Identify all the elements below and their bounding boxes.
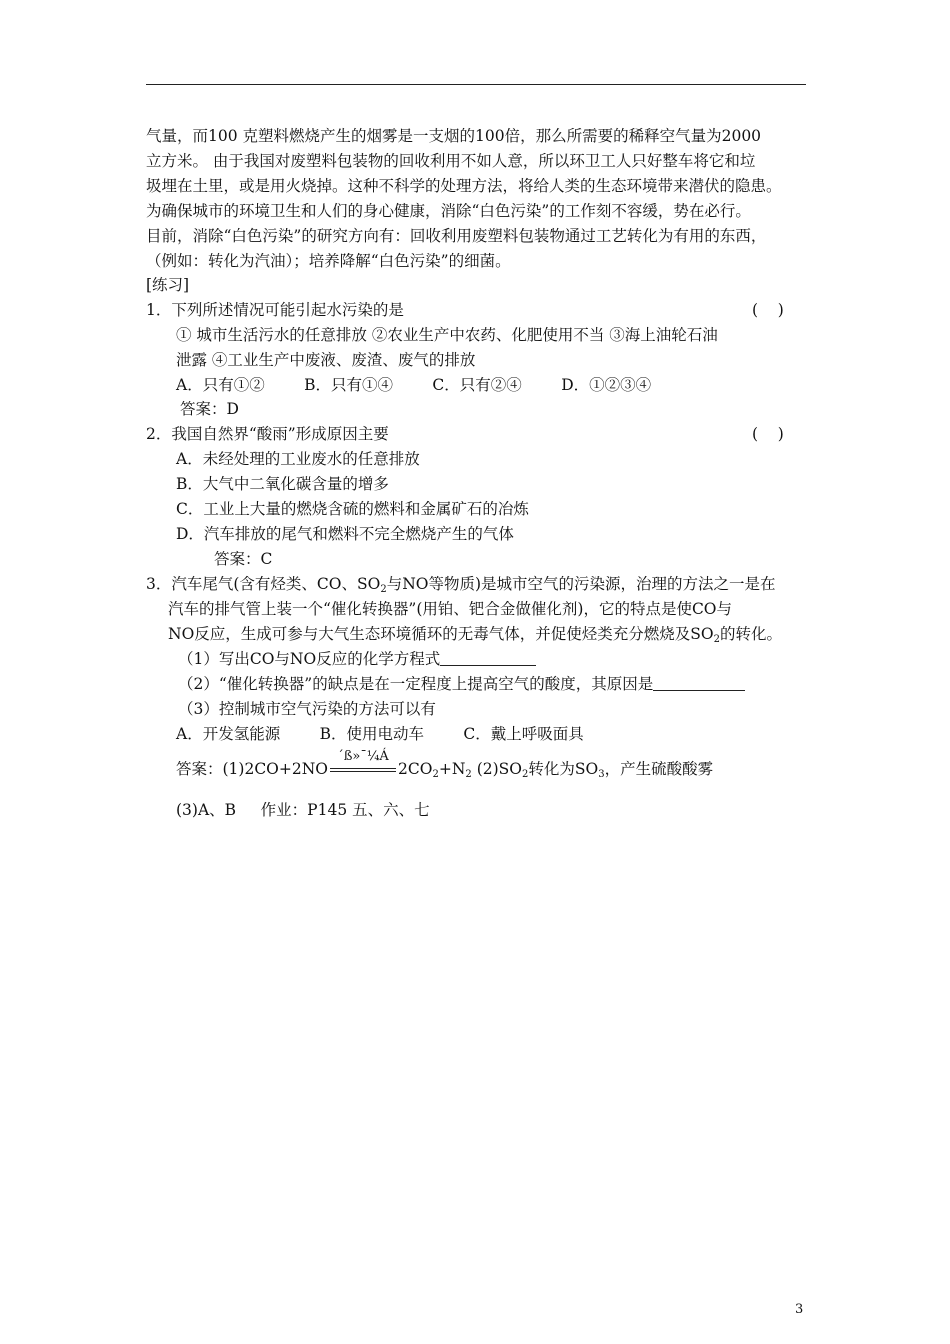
q3-sub-question-2: [178, 673, 745, 695]
q3-answer-product-co: 2CO: [398, 760, 433, 778]
q3-stem-line-2: 汽车的排气管上装一个“催化转换器”(用铂、钯合金做催化剂)，它的特点是使CO与: [168, 600, 733, 618]
header-rule: [146, 84, 806, 85]
paragraph-line-3: 圾埋在土里，或是用火烧掉。这种不科学的处理方法，将给人类的生态环境带来潜伏的隐患。: [146, 177, 782, 195]
q3-stem-line-3b: 的转化。: [719, 625, 782, 643]
q3-stem-line-3: [168, 623, 782, 651]
q3-answer-line-2: (3)A、B 作业：P145 五、六、七: [176, 801, 430, 819]
q1-item-line-1: ① 城市生活污水的任意排放 ②农业生产中农药、化肥使用不当 ③海上油轮石油: [176, 326, 718, 344]
q3-answer-part2-end: ，产生硫酸酸雾: [604, 760, 714, 778]
q1-answer: 答案：D: [180, 400, 239, 418]
subscript-3: 3: [598, 769, 605, 780]
reaction-arrow-equals: [330, 749, 396, 780]
subscript-2: 2: [465, 769, 472, 780]
paragraph-line-6: （例如：转化为汽油）；培养降解“白色污染”的细菌。: [146, 252, 511, 270]
q2-option-b: B．大气中二氧化碳含量的增多: [176, 475, 389, 493]
q1-answer-parentheses: ( ): [752, 301, 784, 319]
q1-options: A．只有①② B．只有①④ C．只有②④ D．①②③④: [176, 376, 652, 394]
q3-options: A．开发氢能源 B．使用电动车 C．戴上呼吸面具: [176, 725, 584, 743]
paragraph-line-2: 立方米。 由于我国对废塑料包装物的回收利用不如人意，所以环卫工人只好整车将它和垃: [146, 152, 756, 170]
q1-item-line-2: 泄露 ④工业生产中废液、废渣、废气的排放: [176, 351, 476, 369]
reaction-condition: ´ß»¯¼Á: [337, 749, 389, 764]
q3-answer-line-1: [176, 749, 714, 786]
q3-sub-question-3: （3）控制城市空气污染的方法可以有: [178, 700, 436, 718]
answer-blank-1[interactable]: [440, 649, 536, 666]
q3-sub2-text: （2）“催化转换器”的缺点是在一定程度上提高空气的酸度，其原因是: [178, 675, 654, 693]
q2-stem: 2．我国自然界“酸雨”形成原因主要: [146, 425, 389, 443]
q3-answer-part2-mid: 转化为SO: [528, 760, 599, 778]
q2-option-c: C．工业上大量的燃烧含硫的燃料和金属矿石的冶炼: [176, 500, 529, 518]
q2-answer-parentheses: ( ): [752, 425, 784, 443]
q3-stem-line-1b: 与NO等物质)是城市空气的污染源，治理的方法之一是在: [386, 575, 776, 593]
q3-answer-reactants: 答案：(1)2CO+2NO: [176, 760, 329, 778]
subscript-2: 2: [713, 634, 720, 645]
paragraph-line-5: 目前，消除“白色污染”的研究方向有：回收利用废塑料包装物通过工艺转化为有用的东西，: [146, 227, 767, 245]
q3-stem-line-1: [146, 573, 776, 601]
q1-stem: 1．下列所述情况可能引起水污染的是: [146, 301, 404, 319]
q3-answer-product-n: +N: [438, 760, 466, 778]
q3-sub-question-1: [178, 648, 536, 670]
subscript-2: 2: [521, 769, 529, 780]
paragraph-line-1: 气量，而100 克塑料燃烧产生的烟雾是一支烟的100倍，那么所需要的稀释空气量为2000: [146, 127, 762, 145]
q2-answer: 答案：C: [214, 550, 273, 568]
q3-stem-line-3a: NO反应，生成可参与大气生态环境循环的无毒气体，并促使烃类充分燃烧及SO: [168, 625, 714, 643]
paragraph-line-4: 为确保城市的环境卫生和人们的身心健康，消除“白色污染”的工作刻不容缓，势在必行。: [146, 202, 751, 220]
q3-sub1-text: （1）写出CO与NO反应的化学方程式: [178, 650, 441, 668]
page-number: 3: [795, 1302, 804, 1317]
subscript-2: 2: [380, 584, 387, 595]
practice-heading: [练习]: [146, 276, 190, 294]
q3-answer-part2-so: (2)SO: [471, 760, 522, 778]
q2-option-a: A．未经处理的工业废水的任意排放: [176, 450, 420, 468]
subscript-2: 2: [432, 769, 439, 780]
answer-blank-2[interactable]: [653, 674, 745, 691]
q2-option-d: D．汽车排放的尾气和燃料不完全燃烧产生的气体: [176, 525, 514, 543]
q3-stem-line-1a: 3．汽车尾气(含有烃类、CO、SO: [146, 575, 381, 593]
